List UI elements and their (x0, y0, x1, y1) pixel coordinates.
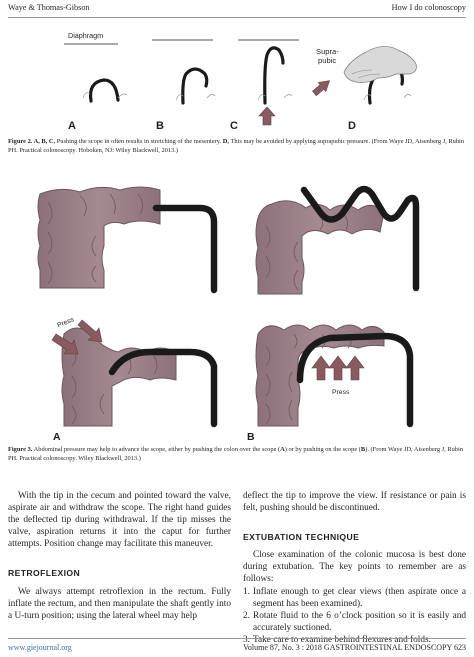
panel-label-d: D (348, 120, 356, 132)
figure-3-top-left-colon (38, 187, 214, 290)
figure-3-caption-text-3: ). (From Waye JD, Aisenberg J, Rubin PH. Practical colonoscopy. Wiley Blackwell, 2013.) (8, 446, 463, 462)
figure-3-bottom-right-colon (247, 325, 410, 440)
figure-2-panel-c (230, 48, 292, 132)
figure-3-caption-a: A (280, 446, 285, 453)
figure-2-illustration (0, 18, 474, 136)
key-point-2 (243, 610, 466, 634)
key-point-3-number: 3. (243, 634, 250, 645)
panel-label-c: C (230, 120, 238, 132)
retroflexion-heading: RETROFLEXION (8, 568, 81, 579)
figure-2-panel-d (310, 46, 416, 132)
key-point-1 (243, 586, 466, 610)
page-footer (8, 638, 466, 657)
left-paragraph-2: We always attempt retroflexion in the rectum. Fully inflate the rectum, and then manipulate the shaft gently into a U-turn position; using the lateral wheel may help (8, 586, 231, 621)
running-head (8, 0, 466, 18)
right-paragraph-1: deflect the tip to improve the view. If resistance or pain is felt, pushing should be discontinued. (243, 491, 466, 514)
left-paragraph-1: With the tip in the cecum and pointed toward the valve, aspirate air and withdraw the scope. The right hand guides the deflected tip during withdrawal. If the tip misses the valve, aspiration returns it into the caput for further attempts. Position change may facilitate this maneuver. (8, 491, 231, 550)
panel-label-a: A (68, 120, 76, 132)
press-up-arrow-icon-2 (329, 356, 347, 380)
hand-icon (344, 46, 416, 82)
left-column (8, 490, 231, 622)
figure-3-caption-b: B (360, 446, 366, 453)
push-arrow-icon (259, 107, 275, 125)
key-point-3-text: Take care to examine behind flexures and folds. (253, 634, 431, 645)
figure-2-panel-a (68, 80, 127, 132)
right-column (243, 490, 466, 646)
panel-label-b: B (156, 120, 164, 132)
press-up-arrow-icon-3 (346, 356, 364, 380)
panel-label-3a: A (53, 431, 61, 440)
extubation-heading: EXTUBATION TECHNIQUE (243, 532, 360, 543)
running-head-title: How I do colonoscopy (391, 3, 466, 12)
figure-2-panel-b (156, 69, 215, 132)
figure-2-caption-text-1: Pushing the scope in often results in stretching of the mesentery. (55, 138, 223, 145)
key-points-list (243, 586, 466, 646)
panel-label-3b: B (247, 431, 255, 440)
key-point-2-number: 2. (243, 610, 250, 621)
key-point-1-number: 1. (243, 586, 250, 597)
figure-3-caption-text-1: Abdominal pressure may help to advance the scope, either by pushing the colon over the scope ( (32, 446, 281, 453)
press-label-left: Press (56, 316, 76, 330)
figure-3-caption-label: Figure 3. (8, 446, 33, 453)
figure-2-caption-d: D, (222, 138, 229, 145)
running-head-authors: Waye & Thomas-Gibson (8, 3, 90, 12)
figure-2-caption (8, 138, 466, 155)
suprapubic-label-line2: pubic (318, 56, 337, 65)
journal-website-link[interactable]: www.giejournal.org (8, 643, 72, 652)
suprapubic-label-line1: Supra- (316, 47, 339, 56)
figure-2-caption-text-2: This may be avoided by applying suprapubic pressure. (From Waye JD, Aisenberg J, Rubin PH. Practical colonoscopy. Hoboken, NJ: Wiley Blackwell, 2013.) (8, 138, 465, 154)
figure-3-top-right-colon (256, 189, 416, 294)
press-up-arrow-icon-1 (312, 356, 330, 380)
diaphragm-label: Diaphragm (68, 31, 104, 40)
figure-3-caption (8, 446, 466, 463)
figure-3-bottom-left-colon (52, 316, 214, 440)
figure-2-caption-label: Figure 2. A, B, C, (8, 138, 56, 145)
journal-citation: Volume 87, No. 3 : 2018 GASTROINTESTINAL ENDOSCOPY 623 (243, 643, 466, 652)
press-label-right: Press (332, 389, 350, 396)
pressure-arrow-icon (310, 76, 333, 98)
figure-3-caption-text-2: ) or by pushing on the scope ( (284, 446, 361, 453)
right-paragraph-2: Close examination of the colonic mucosa is best done during extubation. The key points to remember are as follows: (243, 550, 466, 585)
key-point-1-text: Inflate enough to get clear views (then aspirate once a segment has been examined). (253, 586, 466, 609)
figure-3-illustration (0, 178, 474, 440)
key-point-2-text: Rotate fluid to the 6 o’clock position so it is easily and accurately suctioned. (253, 610, 466, 633)
